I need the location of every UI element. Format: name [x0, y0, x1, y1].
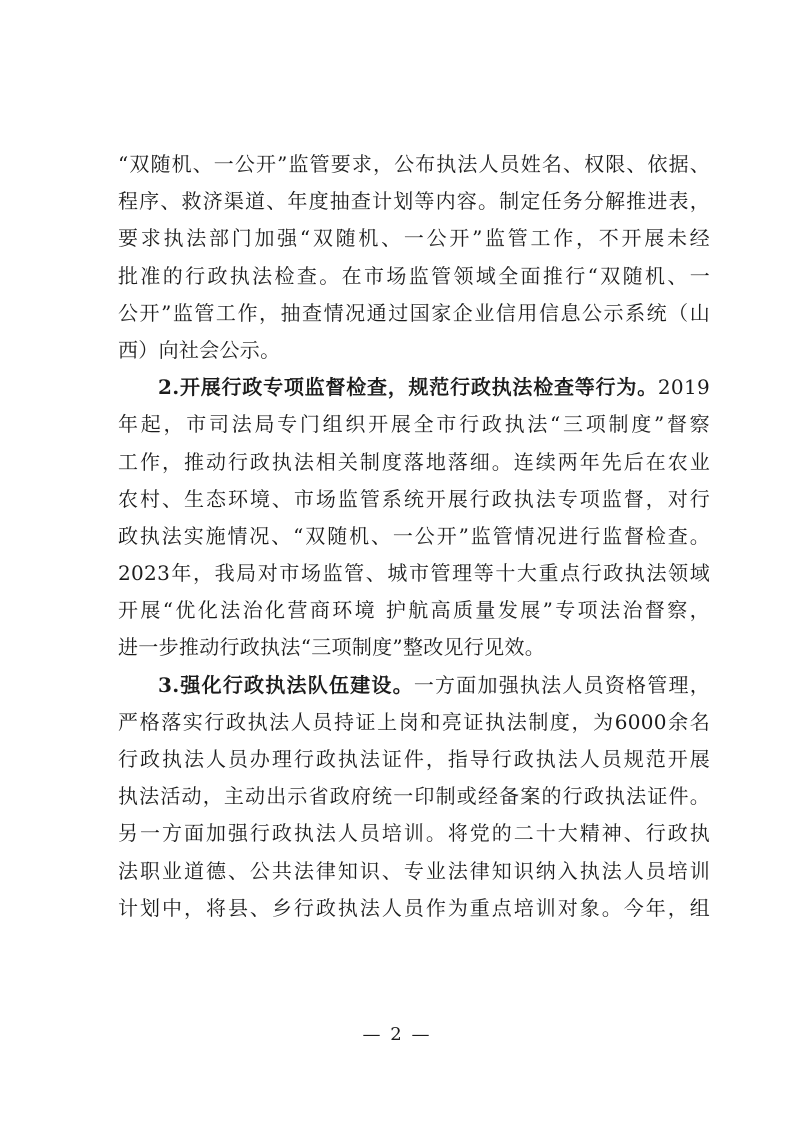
- text-line: “双随机、一公开”监管要求，公布执法人员姓名、权限、依据、: [118, 152, 710, 176]
- text-line: 要求执法部门加强“双随机、一公开”监管工作，不开展未经: [118, 226, 710, 251]
- text-line: [118, 369, 710, 406]
- text-line: 程序、救济渠道、年度抽查计划等内容。制定任务分解推进表，: [118, 189, 710, 214]
- text-line: 行政执法人员办理行政执法证件，指导行政执法人员规范开展: [118, 747, 710, 771]
- text-line: 政执法实施情况、“双随机、一公开”监管情况进行监督检查。: [118, 523, 710, 548]
- text-line: 工作，推动行政执法相关制度落地落细。连续两年先后在农业: [118, 449, 710, 474]
- text-line: 严格落实行政执法人员持证上岗和亮证执法制度，为6000余名: [118, 709, 710, 734]
- text-line: 批准的行政执法检查。在市场监管领域全面推行“双随机、一: [118, 263, 710, 288]
- text-line: 2023年，我局对市场监管、城市管理等十大重点行政执法领域: [118, 561, 710, 586]
- text-line: 执法活动，主动出示省政府统一印制或经备案的行政执法证件。: [118, 784, 710, 809]
- paragraph-2: [118, 369, 710, 667]
- paragraph-1: [118, 146, 710, 369]
- text-line: 公开”监管工作，抽查情况通过国家企业信用信息公示系统（山: [118, 300, 710, 325]
- text-line: 另一方面加强行政执法人员培训。将党的二十大精神、行政执: [118, 821, 710, 846]
- paragraph-3: [118, 667, 710, 927]
- text-line: 年起，市司法局专门组织开展全市行政执法“三项制度”督察: [118, 412, 710, 437]
- text-line: 开展“优化法治化营商环境 护航高质量发展”专项法治督察，: [118, 598, 710, 623]
- section-heading: 3.强化行政执法队伍建设。: [158, 672, 414, 697]
- body-text: [118, 146, 710, 927]
- text-line: 西）向社会公示。: [118, 337, 281, 362]
- text-span: 2019: [657, 375, 710, 400]
- text-line: 农村、生态环境、市场监管系统开展行政执法专项监督，对行: [118, 486, 710, 511]
- section-heading: 2.开展行政专项监督检查，规范行政执法检查等行为。: [158, 375, 658, 400]
- text-span: 一方面加强执法人员资格管理，: [413, 672, 710, 697]
- page-number: — 2 —: [362, 1024, 432, 1045]
- text-line: 进一步推动行政执法“三项制度”整改见行见效。: [118, 635, 546, 660]
- text-line: 法职业道德、公共法律知识、专业法律知识纳入执法人员培训: [118, 858, 710, 883]
- text-line: 计划中，将县、乡行政执法人员作为重点培训对象。今年，组: [118, 895, 710, 920]
- text-line: [118, 667, 710, 704]
